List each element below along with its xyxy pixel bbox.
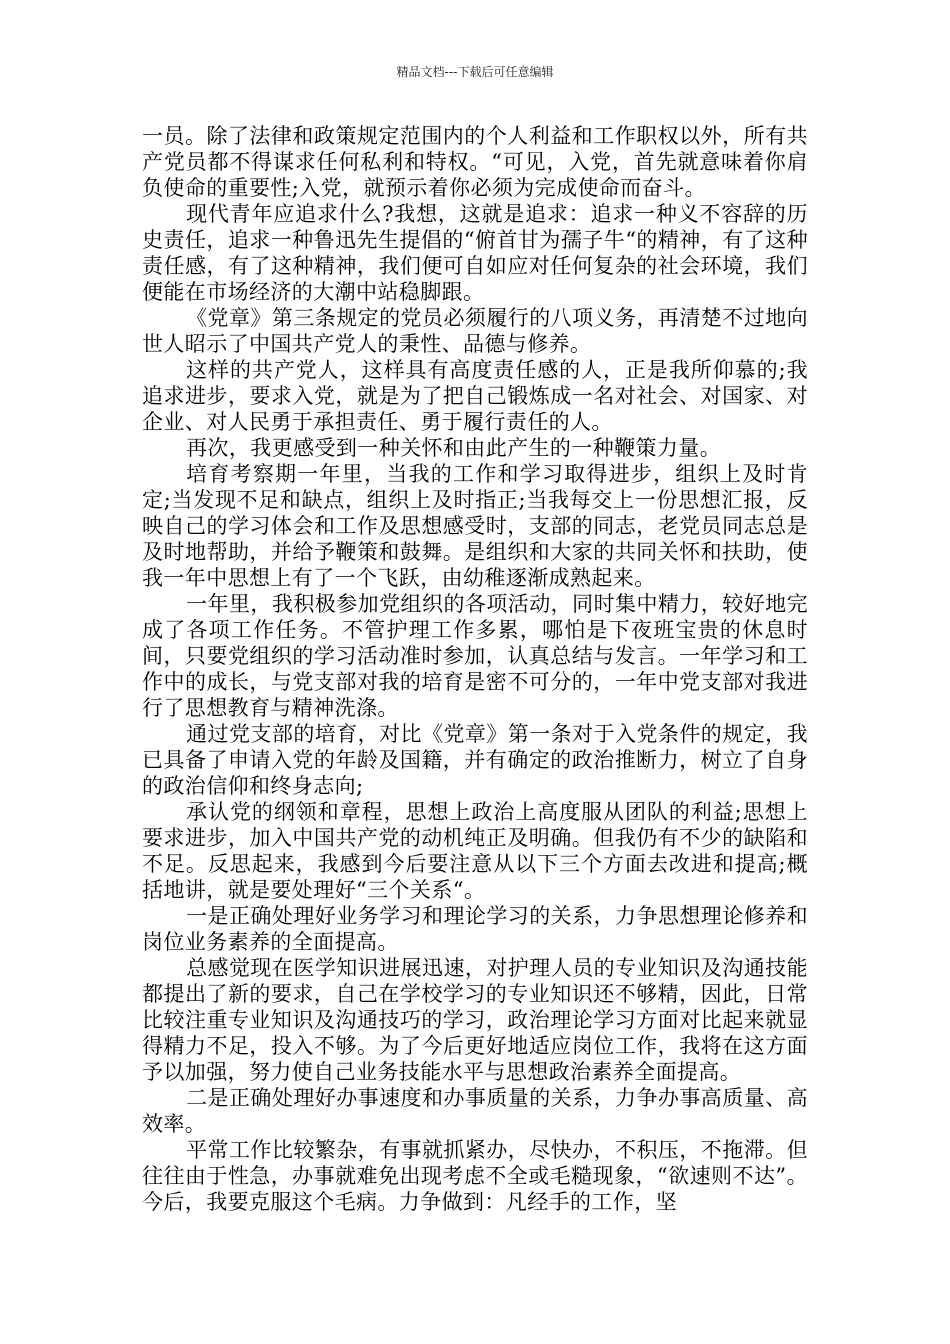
paragraph-7: 一年里，我积极参加党组织的各项活动，同时集中精力，较好地完成了各项工作任务。不管护理工作多累，哪怕是下夜班宝贵的休息时间，只要党组织的学习活动准时参加，认真总结与发言。一年学习和工作中的成长，与党支部对我的培育是密不可分的，一年中党支部对我进行了思想教育与精神洗涤。 (142, 592, 808, 720)
page-header: 精品文档---下载后可任意编辑 (396, 65, 554, 79)
paragraph-5: 再次，我更感受到一种关怀和由此产生的一种鞭策力量。 (186, 436, 722, 460)
paragraph-6: 培育考察期一年里，当我的工作和学习取得进步，组织上及时肯定;当发现不足和缺点，组织上及时指正;当我每交上一份思想汇报，反映自己的学习体会和工作及思想感受时，支部的同志，老党员同志总是及时地帮助，并给予鞭策和鼓舞。是组织和大家的共同关怀和扶助，使我一年中思想上有了一个飞跃，由幼稚逐渐成熟起来。 (142, 462, 808, 590)
paragraph-11: 总感觉现在医学知识进展迅速，对护理人员的专业知识及沟通技能都提出了新的要求，自己在学校学习的专业知识还不够精，因此，日常比较注重专业知识及沟通技巧的学习，政治理论学习方面对比起来就显得精力不足，投入不够。为了今后更好地适应岗位工作，我将在这方面予以加强，努力使自己业务技能水平与思想政治素养全面提高。 (142, 956, 808, 1084)
paragraph-4: 这样的共产党人，这样具有高度责任感的人，正是我所仰慕的;我追求进步，要求入党，就是为了把自己锻炼成一名对社会、对国家、对企业、对人民勇于承担责任、勇于履行责任的人。 (142, 358, 808, 434)
document-body (142, 123, 808, 1215)
paragraph-8: 通过党支部的培育，对比《党章》第一条对于入党条件的规定，我已具备了申请入党的年龄及国籍，并有确定的政治推断力，树立了自身的政治信仰和终身志向; (142, 722, 808, 798)
paragraph-9: 承认党的纲领和章程，思想上政治上高度服从团队的利益;思想上要求进步，加入中国共产党的动机纯正及明确。但我仍有不少的缺陷和不足。反思起来，我感到今后要注意从以下三个方面去改进和提高;概括地讲，就是要处理好“三个关系“。 (142, 800, 808, 902)
paragraph-1: 一员。除了法律和政策规定范围内的个人利益和工作职权以外，所有共产党员都不得谋求任何私利和特权。“可见，入党，首先就意味着你肩负使命的重要性;入党，就预示着你必须为完成使命而奋斗。 (142, 124, 808, 200)
paragraph-2: 现代青年应追求什么?我想，这就是追求：追求一种义不容辞的历史责任，追求一种鲁迅先生提倡的“俯首甘为孺子牛“的精神，有了这种责任感，有了这种精神，我们便可自如应对任何复杂的社会环境，我们便能在市场经济的大潮中站稳脚跟。 (142, 202, 808, 304)
paragraph-13: 平常工作比较繁杂，有事就抓紧办，尽快办，不积压，不拖滞。但往往由于性急，办事就难免出现考虑不全或毛糙现象，“欲速则不达”。今后，我要克服这个毛病。力争做到：凡经手的工作，坚 (142, 1138, 808, 1214)
paragraph-3: 《党章》第三条规定的党员必须履行的八项义务，再清楚不过地向世人昭示了中国共产党人的秉性、品德与修养。 (142, 306, 808, 356)
paragraph-12: 二是正确处理好办事速度和办事质量的关系，力争办事高质量、高效率。 (142, 1086, 808, 1136)
paragraph-10: 一是正确处理好业务学习和理论学习的关系，力争思想理论修养和岗位业务素养的全面提高。 (142, 904, 808, 954)
